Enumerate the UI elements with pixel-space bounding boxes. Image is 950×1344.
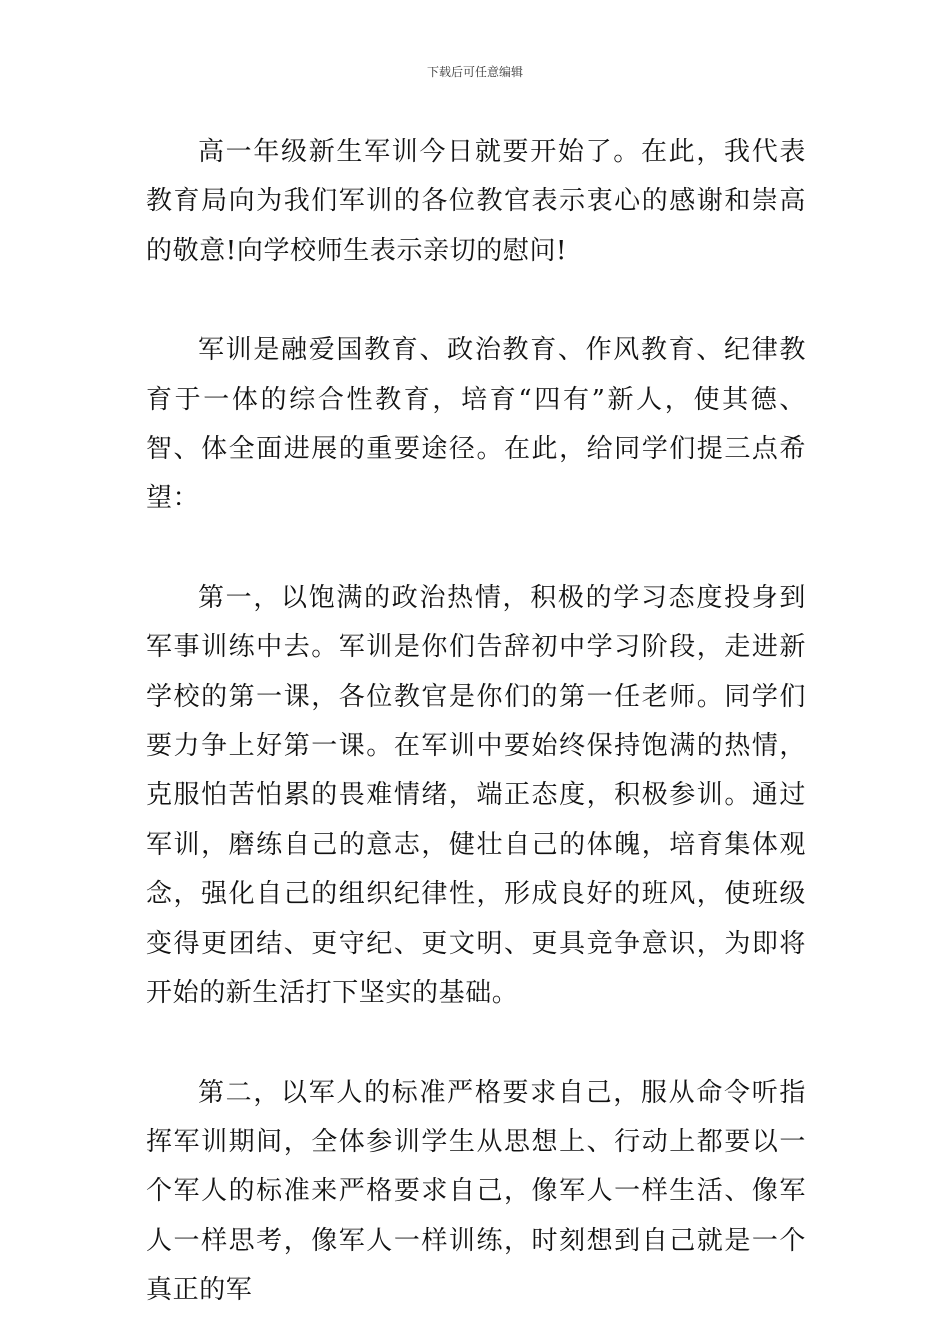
page-header-note: 下载后可任意编辑 bbox=[426, 65, 523, 79]
paragraph-second-hope: 第二，以军人的标准严格要求自己，服从命令听指挥军训期间，全体参训学生从思想上、行动上都要以一个军人的标准来严格要求自己，像军人一样生活、像军人一样思考，像军人一样训练，时刻想到自己就是一个真正的军 bbox=[146, 1077, 806, 1306]
paragraph-opening: 高一年级新生军训今日就要开始了。在此，我代表教育局向为我们军训的各位教官表示衷心的感谢和崇高的敬意!向学校师生表示亲切的慰问! bbox=[146, 137, 806, 266]
paragraph-gap bbox=[146, 276, 806, 326]
paragraph-gap bbox=[146, 524, 806, 574]
paragraph-first-hope: 第一，以饱满的政治热情，积极的学习态度投身到军事训练中去。军训是你们告辞初中学习阶段，走进新学校的第一课，各位教官是你们的第一任老师。同学们要力争上好第一课。在军训中要始终保持饱满的热情，克服怕苦怕累的畏难情绪，端正态度，积极参训。通过军训，磨练自己的意志，健壮自己的体魄，培育集体观念，强化自己的组织纪律性，形成良好的班风，使班级变得更团结、更守纪、更文明、更具竞争意识，为即将开始的新生活打下坚实的基础。 bbox=[146, 582, 806, 1009]
paragraph-purpose: 军训是融爱国教育、政治教育、作风教育、纪律教育于一体的综合性教育，培育“四有”新人，使其德、智、体全面进展的重要途径。在此，给同学们提三点希望： bbox=[146, 335, 806, 514]
document-body bbox=[146, 128, 806, 1316]
paragraph-gap bbox=[146, 1019, 806, 1069]
